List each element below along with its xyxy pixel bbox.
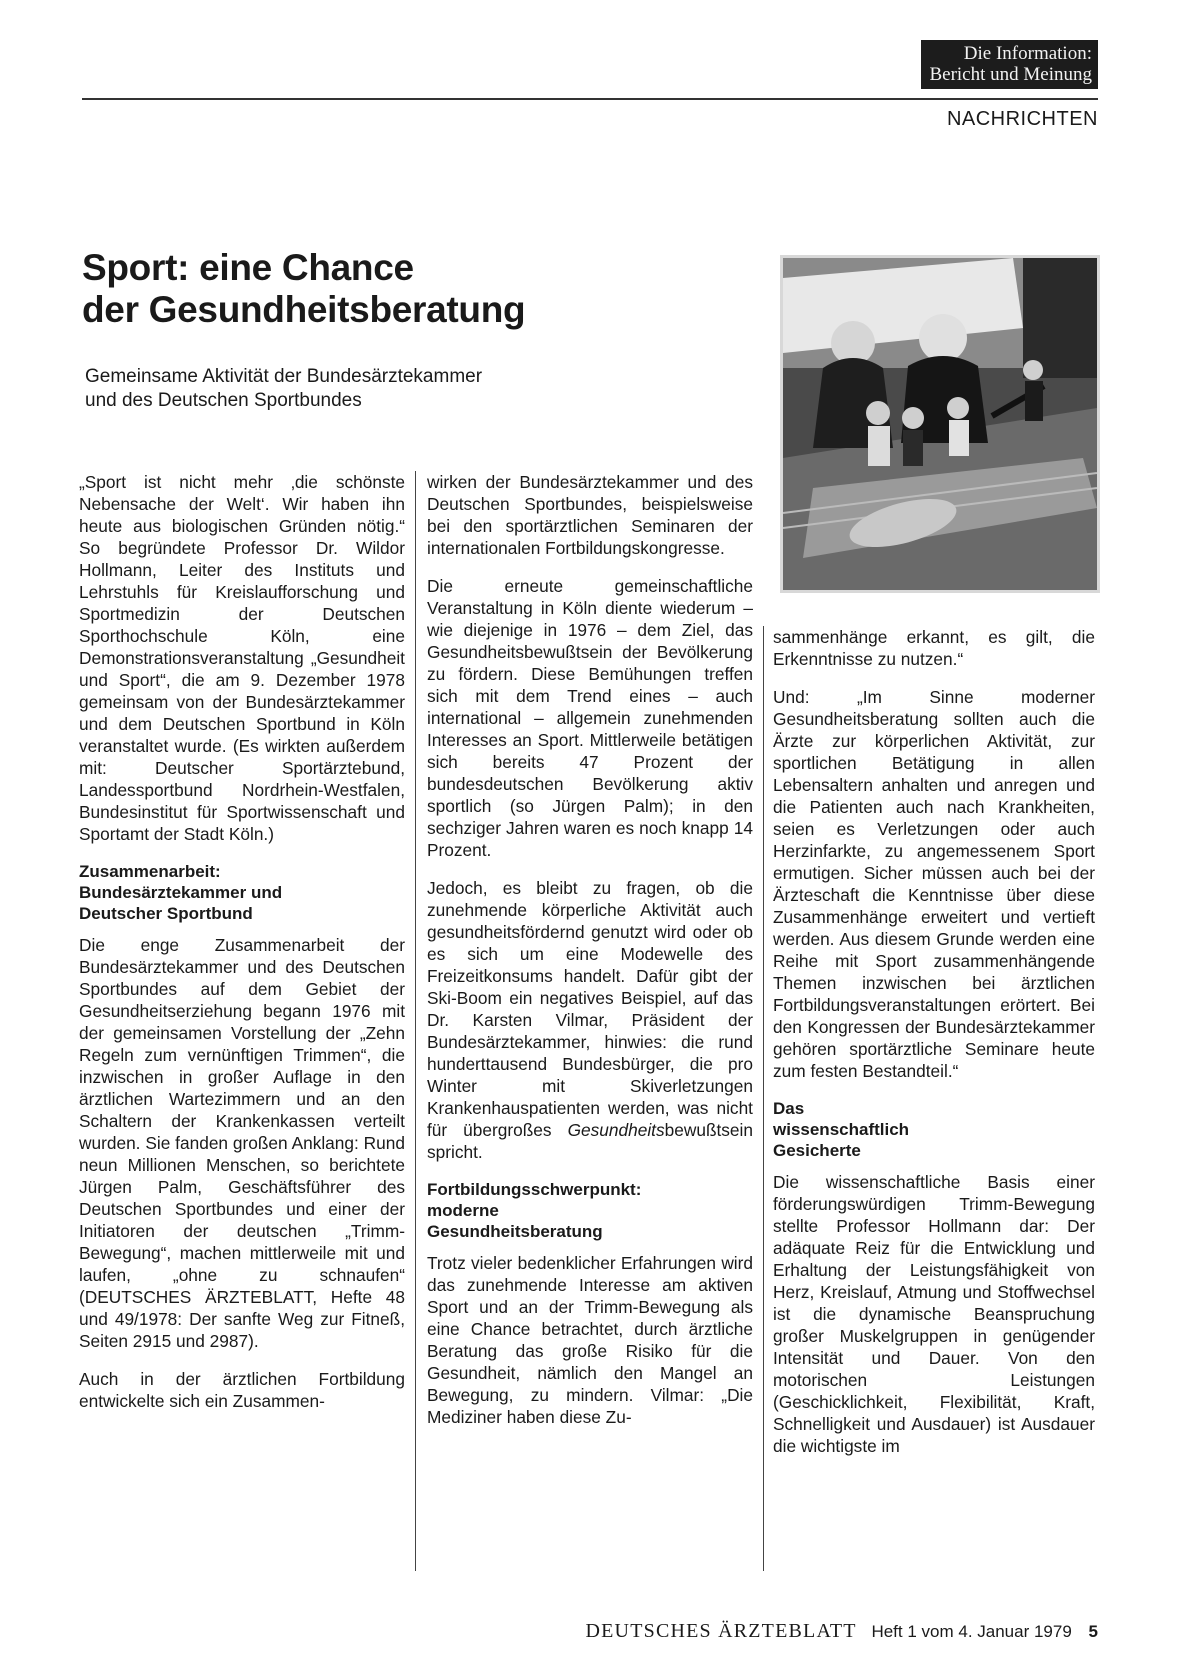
article-subtitle — [85, 365, 645, 413]
subheading — [773, 1098, 1095, 1161]
page-footer — [586, 1620, 1099, 1643]
paragraph: Auch in der ärztlichen Fortbildung entwickelte sich ein Zusammen- — [79, 1369, 405, 1411]
paragraph: Die enge Zusammenarbeit der Bundesärztekammer und des Deutschen Sportbundes auf dem Gebiet der Gesundheitserziehung begann 1976 mit der gemeinsamen Vorstellung der „Zehn Regeln zum vernünftigen Trimmen“, die inzwischen in großer Auflage in den ärztlichen Wartezimmern und an den Schaltern der Krankenkassen verteilt wurden. Sie fanden großen Anklang: Rund neun Millionen Menschen, so berichtete Jürgen Palm, Geschäftsführer des Deutschen Sportbundes und einer der Initiatoren der deutschen „Trimm-Bewegung“, machen mittlerweile mit und laufen, „ohne zu schnaufen“ (DEUTSCHES ÄRZTEBLATT, Hefte 48 und 49/1978: Der sanfte Weg zur Fitneß, Seiten 2915 und 2987). — [79, 935, 405, 1351]
text-column-1 — [79, 471, 405, 1576]
paragraph: „Sport ist nicht mehr ‚die schönste Nebensache der Welt‘. Wir haben ihn heute aus biologischen Gründen nötig.“ So begründete Professor Dr. Wildor Hollmann, Leiter des Instituts und Lehrstuhls für Kreislaufforschung und Sportmedizin der Deutschen Sporthochschule Köln, eine Demonstrationsveranstaltung „Gesundheit und Sport“, die am 9. Dezember 1978 gemeinsam von der Bundesärztekammer und dem Deutschen Sportbund in Köln veranstaltet wurde. (Es wirkten außerdem mit: Deutscher Sportärztebund, Landessportbund Nordrhein-Westfalen, Bundesinstitut für Sportwissenschaft und Sportamt der Stadt Köln.) — [79, 472, 405, 844]
subheading-line: Zusammenarbeit: — [79, 862, 221, 881]
issue-info: Heft 1 vom 4. Januar 1979 — [871, 1622, 1072, 1641]
column-divider-2 — [763, 626, 764, 1571]
cover-photo-illustration — [783, 258, 1097, 590]
paragraph: Und: „Im Sinne moderner Gesundheitsberatung sollten auch die Ärzte zur körperlichen Aktivität, zur sportlichen Betätigung in allen Lebensaltern anhalten und anregen und die Patienten auch nach Krankheiten, seien es Verletzungen oder auch Herzinfarkte, zu angemessenem Sport ermutigen. Sicher müssen auch bei der Ärzteschaft die Kenntnisse über diese Zusammenhänge erweitert und vertieft werden. Aus diesem Grunde werden eine Reihe mit Sport zusammenhängende Themen inzwischen bei ärztlichen Fortbildungsveranstaltungen erörtert. Bei den Kongressen der Bundesärztekammer gehören sportärztliche Seminare heute zum festen Bestandteil.“ — [773, 687, 1095, 1081]
subheading-line: Gesundheitsberatung — [427, 1222, 603, 1241]
page-number: 5 — [1088, 1622, 1098, 1641]
section-label: NACHRICHTEN — [946, 108, 1098, 130]
subtitle-line-1: Gemeinsame Aktivität der Bundesärztekammer — [85, 366, 483, 387]
subheading-line: Das — [773, 1099, 805, 1118]
text-column-3 — [773, 626, 1095, 1576]
paragraph — [427, 877, 753, 1163]
paragraph: Trotz vieler bedenklicher Erfahrungen wird das zunehmende Interesse am aktiven Sport und an der Trimm-Bewegung als eine Chance betrachtet, durch ärztliche Beratung das große Risiko für die Gesundheit, nämlich den Mangel an Bewegung, zu mindern. Vilmar: „Die Mediziner haben diese Zu- — [427, 1253, 753, 1427]
paragraph: wirken der Bundesärztekammer und des Deutschen Sportbundes, beispielsweise bei den sportärztlichen Seminaren der internationalen Fortbildungskongresse. — [427, 472, 753, 558]
subtitle-line-2: und des Deutschen Sportbundes — [85, 390, 362, 411]
subheading — [79, 861, 405, 924]
cover-photo — [780, 255, 1100, 593]
subheading — [427, 1179, 753, 1242]
article-title — [82, 247, 702, 331]
paragraph-text: Jedoch, es bleibt zu fragen, ob die zunehmende körperliche Aktivität auch gesundheitsfördernd genutzt wird oder ob es sich um eine Modewelle des Freizeitkonsums handelt. Dafür gibt der Ski-Boom ein negatives Beispiel, auf das Dr. Karsten Vilmar, Präsident der Bundesärztekammer, hinwies: die rund hunderttausend Bundesbürger, die pro Winter mit Skiverletzungen Krankenhauspatienten werden, was nicht für übergroßes — [427, 878, 753, 1140]
header-divider — [82, 98, 1098, 100]
paragraph: Die erneute gemeinschaftliche Veranstaltung in Köln diente wiederum – wie diejenige in 1976 – dem Ziel, das Gesundheitsbewußtsein der Bevölkerung zu fördern. Diese Bemühungen treffen sich mit dem Trend eines – auch international – allgemein zunehmenden Interesses an Sport. Mittlerweile betätigen sich bereits 47 Prozent der bundesdeutschen Bevölkerung aktiv sportlich (so Jürgen Palm); in den sechziger Jahren waren es noch knapp 14 Prozent. — [427, 576, 753, 860]
subheading-line: Fortbildungsschwerpunkt: — [427, 1180, 642, 1199]
title-line-2: der Gesundheitsberatung — [82, 289, 526, 330]
banner-line-2: Bericht und Meinung — [929, 64, 1092, 85]
paragraph: sammenhänge erkannt, es gilt, die Erkenntnisse zu nutzen.“ — [773, 627, 1095, 669]
paragraph-text: bewußtsein spricht. — [427, 1120, 753, 1162]
banner-line-1: Die Information: — [963, 43, 1092, 64]
section-banner — [921, 40, 1098, 89]
italic-text: Gesundheits — [567, 1120, 665, 1140]
subheading-line: Deutscher Sportbund — [79, 904, 253, 923]
subheading-line: Bundesärztekammer und — [79, 883, 283, 902]
column-divider-1 — [415, 471, 416, 1571]
text-column-2 — [427, 471, 753, 1576]
subheading-line: moderne — [427, 1201, 499, 1220]
journal-name: DEUTSCHES ÄRZTEBLATT — [585, 1620, 857, 1642]
paragraph: Die wissenschaftliche Basis einer förderungswürdigen Trimm-Bewegung stellte Professor Hollmann dar: Der adäquate Reiz für die Entwicklung und Erhaltung der Leistungsfähigkeit von Herz, Kreislauf, Atmung und Stoffwechsel ist die dynamische Beanspruchung großer Muskelgruppen in genügender Intensität und Dauer. Von den motorischen Leistungen (Geschicklichkeit, Flexibilität, Kraft, Schnelligkeit und Ausdauer) ist Ausdauer die wichtigste im — [773, 1172, 1095, 1456]
title-line-1: Sport: eine Chance — [82, 247, 414, 288]
subheading-line: Gesicherte — [773, 1141, 861, 1160]
subheading-line: wissenschaftlich — [773, 1120, 910, 1139]
